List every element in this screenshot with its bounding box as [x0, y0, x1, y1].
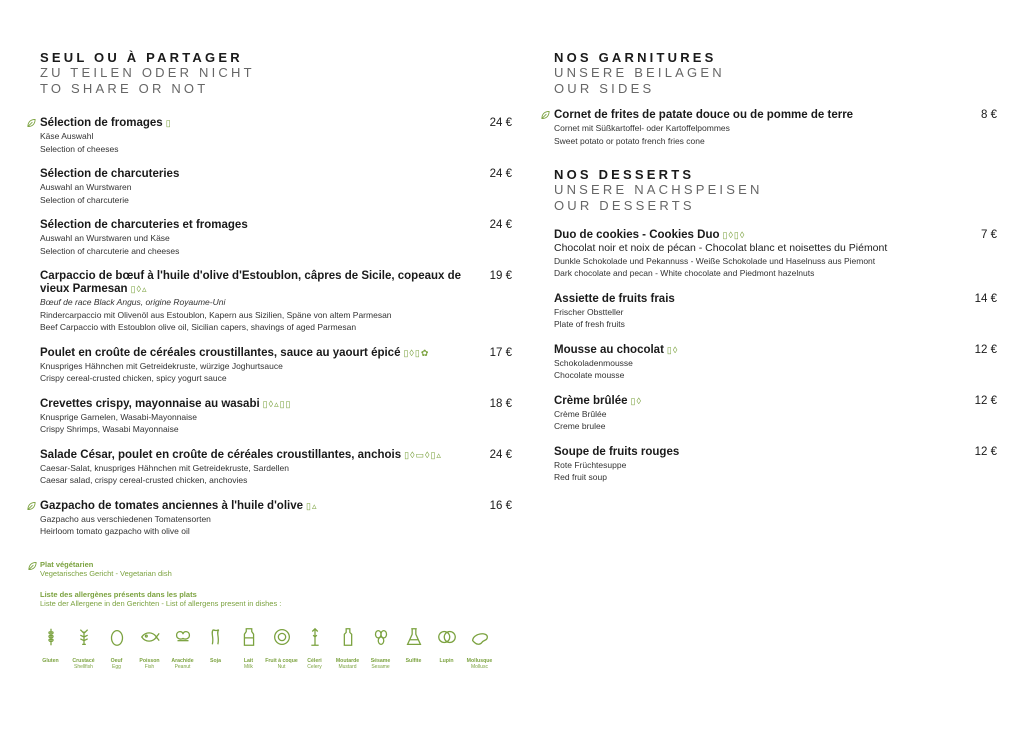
section-title-de: UNSERE BEILAGEN: [554, 65, 725, 80]
item-translation: Caesar salad, crispy cereal-crusted chicken, anchovies: [40, 475, 248, 485]
allergen-label-fr: Lupin: [439, 658, 454, 664]
allergen-icons-inline: ▯: [165, 118, 172, 128]
item-translation: Selection of cheeses: [40, 143, 119, 154]
allergen-label-en: Mollusc: [471, 664, 488, 670]
item-price: 24 €: [489, 117, 512, 129]
allergen-symbol: [133, 624, 166, 650]
item-translation: Rote Früchtesuppe: [554, 459, 627, 470]
section-title-en: TO SHARE OR NOT: [40, 81, 209, 96]
allergen-label-fr: Sulfite: [405, 658, 422, 664]
item-translation: Selection of charcuterie and cheeses: [40, 245, 180, 256]
allergen-symbol: [232, 624, 265, 650]
menu-item: [554, 395, 997, 433]
item-origin: Bœuf de race Black Angus, origine Royaume-Uni: [40, 297, 226, 307]
allergen-label-fr: Lait: [243, 658, 254, 664]
allergen-icons-inline: ▯◊: [630, 395, 642, 406]
share-section-header: [40, 50, 512, 97]
allergen-symbol: [397, 624, 430, 650]
item-translation: Heirloom tomato gazpacho with olive oil: [40, 526, 190, 536]
allergen-label-fr: Sésame: [370, 658, 391, 664]
menu-item: [40, 500, 512, 538]
item-translation: Selection of charcuterie: [40, 194, 129, 205]
allergen-label-en: Egg: [112, 664, 121, 670]
item-translation: Knusprige Garnelen, Wasabi-Mayonnaise: [40, 411, 198, 422]
mollusc-icon: [469, 626, 491, 648]
allergen-symbol: [298, 624, 331, 650]
menu-item: [40, 347, 512, 385]
allergen-legend-item: [232, 624, 265, 670]
item-translation: Plate of fresh fruits: [554, 319, 625, 329]
allergen-legend-item: [34, 624, 67, 670]
item-name: Carpaccio de bœuf à l'huile d'olive d'Estoublon, câpres de Sicile, copeaux de vieux Parmesan ▯◊▵: [40, 270, 462, 295]
allergen-label-en: Peanut: [174, 664, 191, 670]
allergen-symbol: [34, 624, 67, 650]
item-price: 24 €: [489, 168, 512, 180]
item-price: 12 €: [974, 445, 997, 458]
allergen-legend-item: [199, 624, 232, 670]
item-name: Sélection de fromages ▯: [40, 117, 172, 129]
wheat-icon: [40, 626, 62, 648]
item-translation: Dunkle Schokolade und Pekannuss - Weiße Schokolade und Haselnuss aus Piemont: [554, 255, 876, 266]
vegetarian-leaf-icon: [27, 118, 36, 128]
item-translation: Crème Brûlée: [554, 408, 607, 419]
allergen-icons-inline: ▯◊▵▯▯: [262, 398, 292, 409]
item-name: Gazpacho de tomates anciennes à l'huile d'olive ▯▵: [40, 499, 318, 512]
menu-item: [40, 219, 512, 257]
allergen-legend: [40, 590, 508, 608]
allergen-symbol: [100, 624, 133, 650]
item-price: 14 €: [974, 292, 997, 305]
menu-item: [40, 117, 512, 155]
allergen-label-fr: Fruit à coque: [265, 658, 298, 664]
egg-icon: [106, 626, 128, 648]
milk-icon: [238, 626, 260, 648]
allergen-title: Liste des allergènes présents dans les plats: [40, 590, 197, 599]
menu-item: [40, 398, 512, 436]
allergen-legend-item: [100, 624, 133, 670]
section-title: SEUL OU À PARTAGER: [40, 50, 243, 65]
fish-icon: [139, 626, 161, 648]
allergen-icons: [34, 624, 508, 670]
left-column: [40, 50, 512, 551]
celery-icon: [304, 626, 326, 648]
item-translation: Knuspriges Hähnchen mit Getreidekruste, würzige Joghurtsauce: [40, 360, 283, 371]
item-name: Poulet en croûte de céréales croustillantes, sauce au yaourt épicé ▯◊▯✿: [40, 346, 430, 359]
item-price: 18 €: [489, 397, 512, 410]
allergen-legend-item: [397, 624, 430, 670]
allergen-legend-item: [67, 624, 100, 670]
allergen-label-fr: Soja: [210, 658, 221, 664]
mustard-icon: [337, 626, 359, 648]
allergen-legend-item: [298, 624, 331, 670]
item-name: Duo de cookies - Cookies Duo ▯◊▯◊: [554, 229, 746, 241]
allergen-label-en: Nut: [277, 664, 286, 670]
allergen-icons-inline: ▯◊▭◊▯▵: [404, 449, 442, 460]
sesame-icon: [370, 626, 392, 648]
item-name: Crème brûlée ▯◊: [554, 394, 642, 407]
allergen-label-fr: Céleri: [307, 658, 322, 664]
allergen-icons-inline: ▯◊▯✿: [403, 347, 430, 358]
item-translation: Käse Auswahl: [40, 131, 94, 141]
allergen-icons-inline: ▯▵: [306, 500, 318, 511]
item-name: Sélection de charcuteries et fromages: [40, 219, 248, 231]
item-description: Chocolat noir et noix de pécan - Chocolat blanc et noisettes du Piémont: [554, 242, 888, 254]
crustacean-icon: [73, 626, 95, 648]
item-price: 17 €: [489, 346, 512, 359]
vegetarian-legend: [28, 560, 508, 578]
allergen-label-fr: Oeuf: [110, 658, 123, 664]
allergen-symbol: [199, 624, 232, 650]
item-translation: Auswahl an Wurstwaren: [40, 182, 132, 192]
item-price: 16 €: [489, 499, 512, 512]
allergen-label-fr: Poisson: [139, 658, 160, 664]
item-translation: Rindercarpaccio mit Olivenöl aus Estoublon, Kapern aus Sizilien, Späne von altem Parmesan: [40, 309, 392, 320]
allergen-label-en: Fish: [144, 664, 155, 670]
menu-item: [554, 109, 997, 147]
allergen-subtitle: Liste der Allergene in den Gerichten - List of allergens present in dishes :: [40, 599, 282, 608]
allergen-legend-item: [430, 624, 463, 670]
menu-item: [40, 168, 512, 206]
item-translation: Beef Carpaccio with Estoublon olive oil, Sicilian capers, shavings of aged Parmesan: [40, 322, 357, 332]
allergen-symbol: [430, 624, 463, 650]
allergen-label-fr: Arachide: [171, 658, 194, 664]
item-translation: Chocolate mousse: [554, 370, 625, 380]
item-name: Sélection de charcuteries: [40, 168, 180, 180]
sides-section-header: [554, 50, 997, 97]
leaf-icon: [28, 561, 37, 571]
item-translation: Auswahl an Wurstwaren und Käse: [40, 233, 170, 243]
item-name: Salade César, poulet en croûte de céréales croustillantes, anchois ▯◊▭◊▯▵: [40, 448, 442, 461]
section-title: NOS GARNITURES: [554, 50, 717, 65]
item-name: Mousse au chocolat ▯◊: [554, 343, 679, 356]
item-translation: Gazpacho aus verschiedenen Tomatensorten: [40, 513, 211, 524]
item-price: 8 €: [981, 109, 997, 121]
menu-item: [554, 446, 997, 484]
item-translation: Sweet potato or potato french fries cone: [554, 135, 705, 146]
item-name: Crevettes crispy, mayonnaise au wasabi ▯◊▵▯▯: [40, 397, 292, 410]
section-title: NOS DESSERTS: [554, 167, 695, 182]
allergen-icons-inline: ▯◊▯◊: [722, 230, 746, 240]
menu-item: [554, 229, 997, 280]
allergen-label-en: Celery: [307, 664, 322, 670]
share-items-list: [40, 117, 512, 538]
menu-item: [554, 293, 997, 331]
item-name: Soupe de fruits rouges: [554, 445, 680, 458]
item-translation: Schokoladenmousse: [554, 357, 633, 368]
item-translation: Crispy cereal-crusted chicken, spicy yogurt sauce: [40, 373, 227, 383]
item-translation: Crispy Shrimps, Wasabi Mayonnaise: [40, 424, 179, 434]
allergen-symbol: [265, 624, 298, 650]
right-column: [554, 50, 997, 497]
soy-icon: [205, 626, 227, 648]
nut-icon: [271, 626, 293, 648]
allergen-label-en: Mustard: [338, 664, 357, 670]
allergen-label-fr: Moutarde: [335, 658, 360, 664]
item-price: 24 €: [489, 219, 512, 231]
allergen-legend-item: [166, 624, 199, 670]
veg-title: Plat végétarien: [40, 560, 94, 569]
legend: [28, 560, 508, 670]
allergen-legend-item: [364, 624, 397, 670]
sulfite-icon: [403, 626, 425, 648]
item-translation: Creme brulee: [554, 421, 606, 431]
allergen-symbol: [166, 624, 199, 650]
menu-item: [40, 449, 512, 487]
allergen-legend-item: [265, 624, 298, 670]
menu-item: [40, 270, 512, 334]
veg-subtitle: Vegetarisches Gericht - Vegetarian dish: [40, 569, 172, 578]
allergen-icons-inline: ▯◊▵: [130, 284, 148, 294]
allergen-symbol: [331, 624, 364, 650]
allergen-legend-item: [331, 624, 364, 670]
section-title-de: ZU TEILEN ODER NICHT: [40, 65, 255, 80]
vegetarian-leaf-icon: [541, 110, 550, 120]
allergen-label-fr: Mollusque: [466, 658, 493, 664]
item-name: Cornet de frites de patate douce ou de pomme de terre: [554, 109, 854, 121]
allergen-label-en: Sesame: [371, 664, 390, 670]
allergen-legend-item: [463, 624, 496, 670]
dessert-items-list: [554, 229, 997, 484]
item-name: Assiette de fruits frais: [554, 292, 675, 305]
section-title-de: UNSERE NACHSPEISEN: [554, 182, 763, 197]
item-translation: Caesar-Salat, knuspriges Hähnchen mit Getreidekruste, Sardellen: [40, 462, 289, 473]
lupin-icon: [436, 626, 458, 648]
allergen-legend-item: [133, 624, 166, 670]
item-translation: Cornet mit Süßkartoffel- oder Kartoffelpommes: [554, 123, 730, 133]
peanut-icon: [172, 626, 194, 648]
item-price: 24 €: [489, 448, 512, 461]
allergen-symbol: [67, 624, 100, 650]
vegetarian-leaf-icon: [27, 501, 36, 511]
section-title-en: OUR SIDES: [554, 81, 655, 96]
allergen-label-fr: Gluten: [42, 658, 59, 664]
allergen-icons-inline: ▯◊: [666, 344, 679, 355]
sides-items-list: [554, 109, 997, 147]
item-translation: Frischer Obstteller: [554, 306, 624, 317]
allergen-label-en: Milk: [244, 664, 253, 670]
item-price: 12 €: [974, 343, 997, 356]
desserts-section-header: [554, 167, 997, 214]
allergen-label-fr: Crustacé: [72, 658, 95, 664]
item-price: 12 €: [974, 394, 997, 407]
allergen-label-en: Shellfish: [74, 664, 93, 670]
item-price: 19 €: [489, 270, 512, 282]
item-translation: Dark chocolate and pecan - White chocolate and Piedmont hazelnuts: [554, 268, 815, 278]
allergen-symbol: [463, 624, 496, 650]
section-title-en: OUR DESSERTS: [554, 198, 695, 213]
item-price: 7 €: [981, 229, 997, 241]
item-translation: Red fruit soup: [554, 472, 607, 482]
allergen-symbol: [364, 624, 397, 650]
menu-item: [554, 344, 997, 382]
